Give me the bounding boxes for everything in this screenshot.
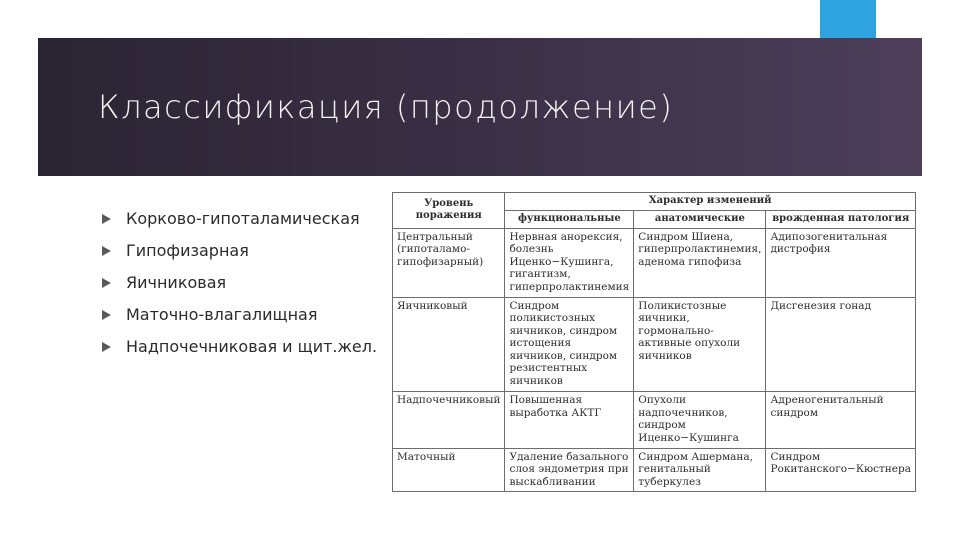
cell-anatomical: Поликистозные яичники, гормонально-активные опухоли яичников [634,297,766,392]
bullet-item [100,237,377,269]
arrow-bullet-icon [102,214,111,224]
cell-congenital: Адреногенитальный синдром [766,392,916,448]
cell-functional: Нервная анорексия, болезнь Иценко−Кушинга, гигантизм, гиперпролактинемия [505,228,634,297]
header-anatomical: анатомические [634,210,766,228]
table-row [393,297,916,392]
cell-congenital: Адипозогенитальная дистрофия [766,228,916,297]
table-header-row [393,193,916,211]
arrow-bullet-icon [102,278,111,288]
table-row [393,448,916,491]
header-functional: функциональные [505,210,634,228]
bullet-list [100,205,377,365]
bullet-text: Корково-гипоталамическая [126,209,360,228]
table-row [393,228,916,297]
slide-title: Классификация (продолжение) [98,88,674,126]
cell-functional: Удаление базального слоя эндометрия при выскабливании [505,448,634,491]
cell-level: Маточный [393,448,505,491]
cell-congenital: Дисгенезия гонад [766,297,916,392]
header-congenital: врожденная патология [766,210,916,228]
cell-level: Центральный (гипоталамо-гипофизарный) [393,228,505,297]
cell-level: Яичниковый [393,297,505,392]
bullet-item [100,205,377,237]
bullet-text: Яичниковая [126,273,227,292]
cell-congenital: Синдром Рокитанского−Кюстнера [766,448,916,491]
bullet-item [100,269,377,301]
arrow-bullet-icon [102,310,111,320]
header-group: Характер изменений [505,193,916,211]
cell-anatomical: Синдром Шиена, гиперпролактинемия, аденома гипофиза [634,228,766,297]
cell-level: Надпочечниковый [393,392,505,448]
cell-functional: Синдром поликистозных яичников, синдром истощения яичников, синдром резистентных яичников [505,297,634,392]
bullet-text: Маточно-влагалищная [126,305,318,324]
cell-anatomical: Синдром Ашермана, генитальный туберкулез [634,448,766,491]
title-band [38,38,922,176]
cell-functional: Повышенная выработка АКТГ [505,392,634,448]
bullet-item [100,333,377,365]
classification-table [392,192,916,492]
table-row [393,392,916,448]
bullet-text: Гипофизарная [126,241,249,260]
bullet-text: Надпочечниковая и щит.жел. [126,337,378,356]
arrow-bullet-icon [102,342,111,352]
header-level: Уровень поражения [393,193,505,229]
classification-table-image [392,192,916,492]
arrow-bullet-icon [102,246,111,256]
bullet-item [100,301,377,333]
cell-anatomical: Опухоли надпочечников, синдром Иценко−Кушинга [634,392,766,448]
